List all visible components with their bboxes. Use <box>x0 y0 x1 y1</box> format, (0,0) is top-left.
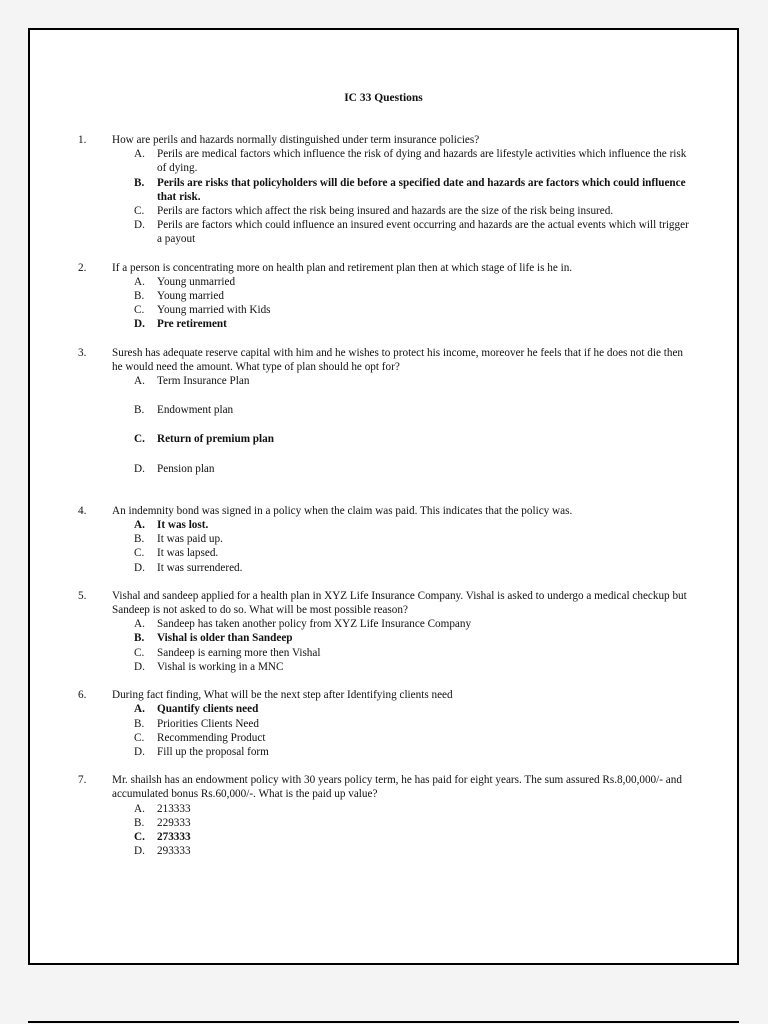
option-letter: B. <box>134 533 145 546</box>
question-text: Vishal and sandeep applied for a health plan in XYZ Life Insurance Company. Vishal is asked to undergo a medical checkup but Sandeep is not asked to do so. What will be most possible reason? <box>112 589 687 617</box>
correct-answer-option <box>112 432 692 446</box>
answer-option <box>112 546 692 560</box>
question-list <box>78 133 692 872</box>
option-letter: B. <box>134 632 145 645</box>
question-number: 2. <box>78 261 87 274</box>
question-number: 5. <box>78 589 87 602</box>
next-page-top-border <box>28 1021 739 1023</box>
option-text: Recommending Product <box>157 731 266 744</box>
question-number: 7. <box>78 774 87 787</box>
question-7 <box>78 773 692 858</box>
option-text: 213333 <box>157 802 191 815</box>
answer-option <box>112 218 692 246</box>
option-text: Young married <box>157 290 224 303</box>
option-letter: C. <box>134 547 145 560</box>
question-number: 4. <box>78 504 87 517</box>
option-text: 293333 <box>157 845 191 858</box>
option-letter: D. <box>134 660 145 673</box>
option-text: Return of premium plan <box>157 433 274 446</box>
option-letter: C. <box>134 830 145 843</box>
question-3 <box>78 346 692 476</box>
option-text: It was paid up. <box>157 533 223 546</box>
option-text: Sandeep is earning more then Vishal <box>157 646 321 659</box>
option-text: Young unmarried <box>157 275 236 288</box>
option-letter: D. <box>134 318 145 331</box>
page-title: IC 33 Questions <box>344 92 423 104</box>
option-text: 229333 <box>157 816 191 829</box>
option-letter: B. <box>134 816 145 829</box>
question-text: Mr. shailsh has an endowment policy with 30 years policy term, he has paid for eight years. The sum assured Rs.8,00,000/- and accumulated bonus Rs.60,000/-. What is the paid up value? <box>112 774 682 801</box>
correct-answer-option <box>112 830 692 844</box>
option-text: Perils are factors which could influence an insured event occurring and hazards are the actual events which will trigger a payout <box>157 219 689 246</box>
question-number: 6. <box>78 689 87 702</box>
option-letter: A. <box>134 519 145 532</box>
correct-answer-option <box>112 176 692 204</box>
option-text: It was surrendered. <box>157 561 243 574</box>
option-letter: B. <box>134 176 145 189</box>
correct-answer-option <box>112 631 692 645</box>
answer-option <box>112 374 692 388</box>
option-text: Term Insurance Plan <box>157 375 250 388</box>
option-letter: D. <box>134 561 145 574</box>
option-text: Pre retirement <box>157 318 227 331</box>
option-letter: D. <box>134 219 145 232</box>
correct-answer-option <box>112 317 692 331</box>
option-letter: D. <box>134 845 145 858</box>
answer-option <box>112 561 692 575</box>
option-text: Endowment plan <box>157 404 234 417</box>
option-letter: B. <box>134 290 145 303</box>
option-letter: A. <box>134 618 145 631</box>
option-text: Vishal is working in a MNC <box>157 660 284 673</box>
answer-option <box>112 204 692 218</box>
answer-option <box>112 147 692 175</box>
option-text: It was lost. <box>157 519 209 532</box>
question-number: 3. <box>78 346 87 359</box>
option-text: It was lapsed. <box>157 547 219 560</box>
correct-answer-option <box>112 518 692 532</box>
option-letter: A. <box>134 802 145 815</box>
question-text: If a person is concentrating more on health plan and retirement plan then at which stage of life is he in. <box>112 261 573 274</box>
option-text: 273333 <box>157 830 191 843</box>
question-1 <box>78 133 692 247</box>
answer-option <box>112 646 692 660</box>
option-letter: C. <box>134 646 145 659</box>
answer-option <box>112 289 692 303</box>
answer-option <box>112 745 692 759</box>
answer-option <box>112 532 692 546</box>
question-4 <box>78 504 692 575</box>
option-text: Perils are factors which affect the risk being insured and hazards are the size of the risk being insured. <box>157 205 614 218</box>
question-5 <box>78 589 692 674</box>
option-text: Young married with Kids <box>157 304 271 317</box>
answer-option <box>112 731 692 745</box>
option-letter: C. <box>134 205 145 218</box>
option-letter: A. <box>134 703 145 716</box>
option-letter: D. <box>134 462 145 475</box>
option-letter: A. <box>134 148 145 161</box>
option-text: Fill up the proposal form <box>157 745 269 758</box>
option-text: Perils are medical factors which influence the risk of dying and hazards are lifestyle activities which influence the risk of dying. <box>157 148 687 175</box>
correct-answer-option <box>112 702 692 716</box>
question-6 <box>78 688 692 759</box>
question-text: An indemnity bond was signed in a policy when the claim was paid. This indicates that the policy was. <box>112 504 573 517</box>
question-text: During fact finding, What will be the next step after Identifying clients need <box>112 689 453 702</box>
option-letter: B. <box>134 404 145 417</box>
answer-option <box>112 275 692 289</box>
question-number: 1. <box>78 134 87 146</box>
question-text: Suresh has adequate reserve capital with him and he wishes to protect his income, moreover he feels that if he does not die then he would need the amount. What type of plan should he opt for? <box>112 346 684 373</box>
option-letter: D. <box>134 745 145 758</box>
option-letter: A. <box>134 375 145 388</box>
option-letter: B. <box>134 717 145 730</box>
question-2 <box>78 261 692 332</box>
answer-option <box>112 660 692 674</box>
answer-option <box>112 844 692 858</box>
answer-option <box>112 816 692 830</box>
answer-option <box>112 617 692 631</box>
option-letter: C. <box>134 304 145 317</box>
option-letter: C. <box>134 433 145 446</box>
option-text: Perils are risks that policyholders will die before a specified date and hazards are factors which could influence that risk. <box>157 176 686 203</box>
document-page <box>28 28 739 965</box>
option-letter: C. <box>134 731 145 744</box>
option-text: Priorities Clients Need <box>157 717 259 730</box>
answer-option <box>112 303 692 317</box>
answer-option <box>112 403 692 417</box>
option-text: Sandeep has taken another policy from XYZ Life Insurance Company <box>157 618 472 631</box>
answer-option <box>112 717 692 731</box>
question-text: How are perils and hazards normally distinguished under term insurance policies? <box>112 134 480 146</box>
option-text: Vishal is older than Sandeep <box>157 632 293 645</box>
answer-option <box>112 802 692 816</box>
answer-option <box>112 462 692 476</box>
option-text: Pension plan <box>157 462 215 475</box>
option-text: Quantify clients need <box>157 703 259 716</box>
option-letter: A. <box>134 275 145 288</box>
